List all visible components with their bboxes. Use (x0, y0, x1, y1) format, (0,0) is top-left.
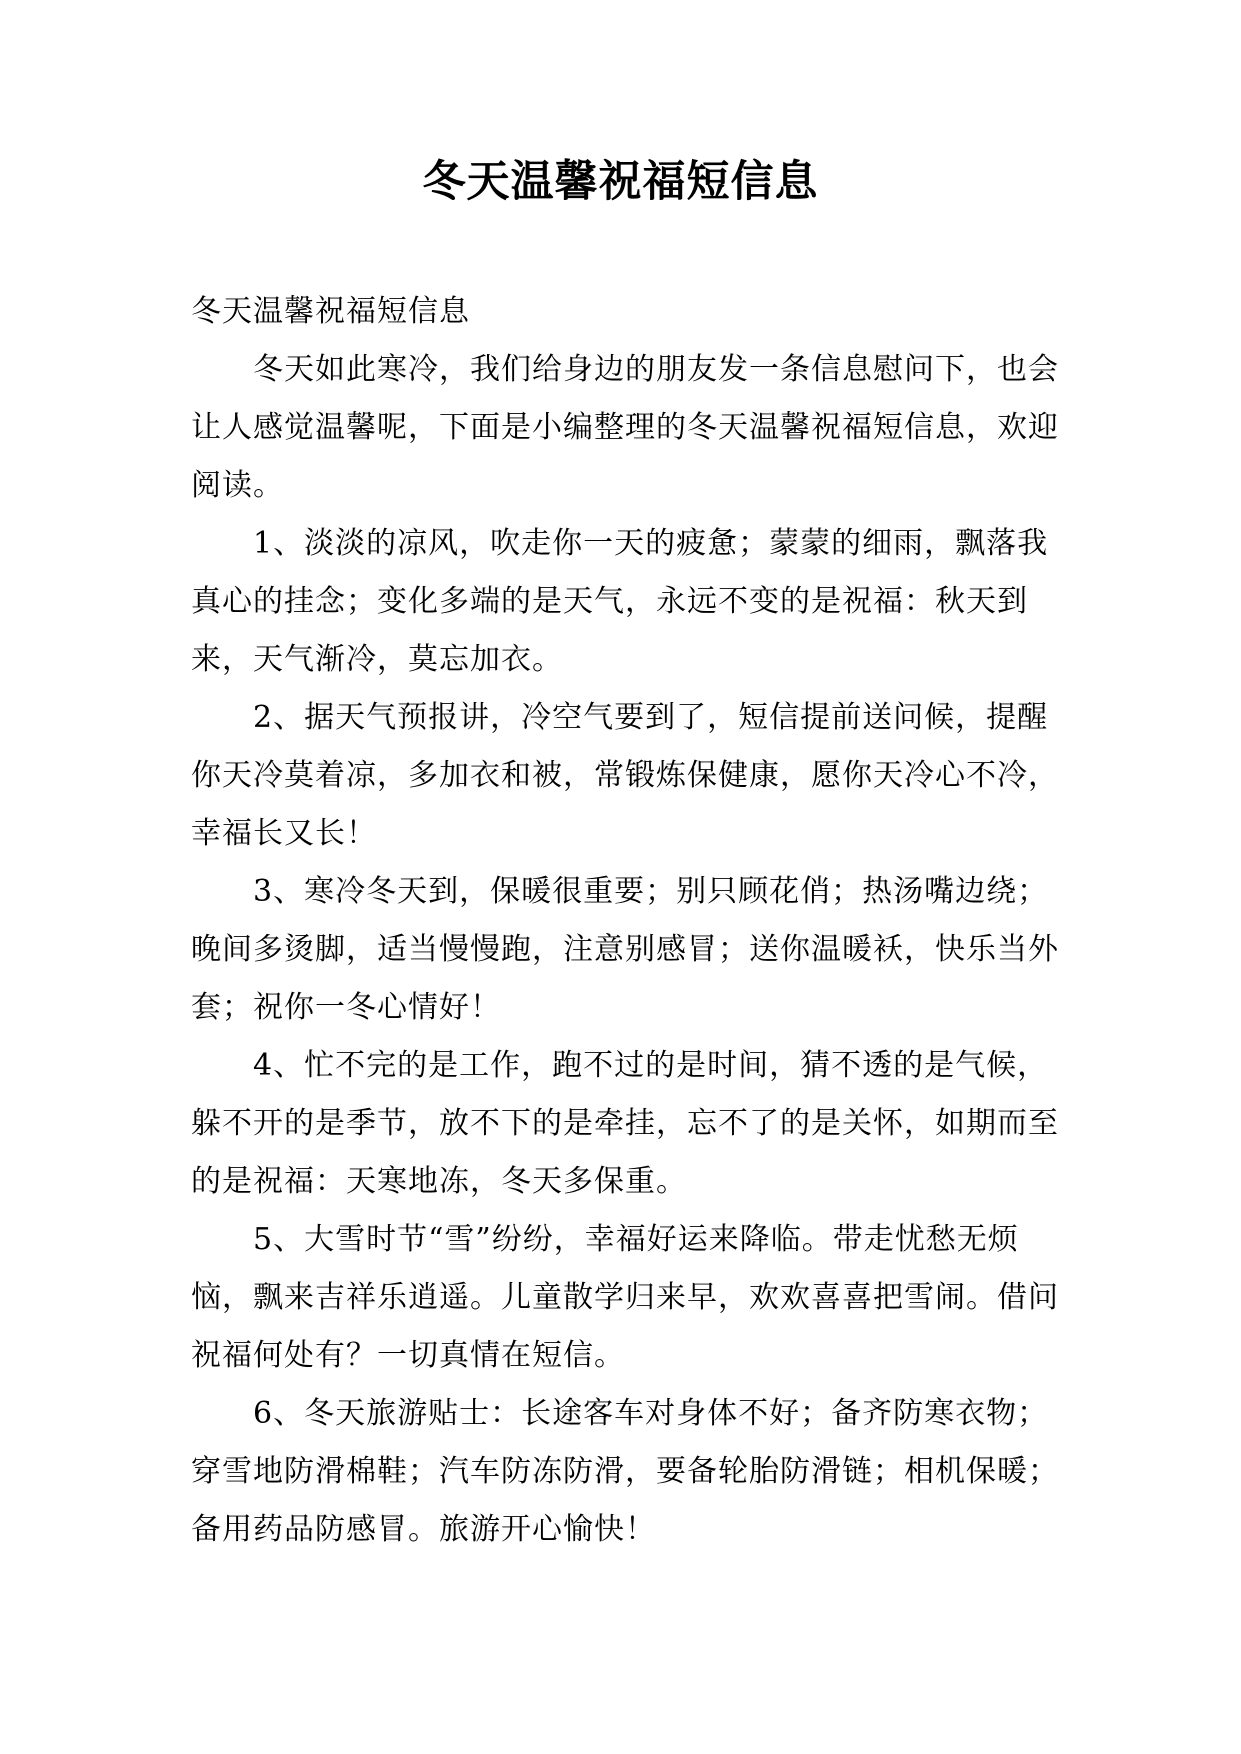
message-paragraph-5: 5、大雪时节“雪”纷纷，幸福好运来降临。带走忧愁无烦恼，飘来吉祥乐逍遥。儿童散学归来早，欢欢喜喜把雪闹。借问祝福何处有？一切真情在短信。 (191, 1222, 1059, 1373)
message-paragraph-2: 2、据天气预报讲，冷空气要到了，短信提前送问候，提醒你天冷莫着凉，多加衣和被，常锻炼保健康，愿你天冷心不冷，幸福长又长！ (191, 700, 1059, 851)
message-paragraph-4: 4、忙不完的是工作，跑不过的是时间，猜不透的是气候，躲不开的是季节，放不下的是牵挂，忘不了的是关怀，如期而至的是祝福：天寒地冻，冬天多保重。 (191, 1048, 1059, 1199)
message-paragraph-3: 3、寒冷冬天到，保暖很重要；别只顾花俏；热汤嘴边绕；晚间多烫脚，适当慢慢跑，注意别感冒；送你温暖袄，快乐当外套；祝你一冬心情好！ (191, 874, 1059, 1025)
document-subtitle: 冬天温馨祝福短信息 (191, 294, 470, 329)
message-paragraph-6: 6、冬天旅游贴士：长途客车对身体不好；备齐防寒衣物；穿雪地防滑棉鞋；汽车防冻防滑，要备轮胎防滑链；相机保暖；备用药品防感冒。旅游开心愉快！ (191, 1396, 1059, 1547)
document-title: 冬天温馨祝福短信息 (422, 157, 819, 207)
message-paragraph-1: 1、淡淡的凉风，吹走你一天的疲惫；蒙蒙的细雨，飘落我真心的挂念；变化多端的是天气，永远不变的是祝福：秋天到来，天气渐冷，莫忘加衣。 (191, 526, 1049, 677)
document-body (191, 283, 1071, 1559)
intro-paragraph: 冬天如此寒冷，我们给身边的朋友发一条信息慰问下，也会让人感觉温馨呢，下面是小编整理的冬天温馨祝福短信息，欢迎阅读。 (191, 352, 1059, 503)
